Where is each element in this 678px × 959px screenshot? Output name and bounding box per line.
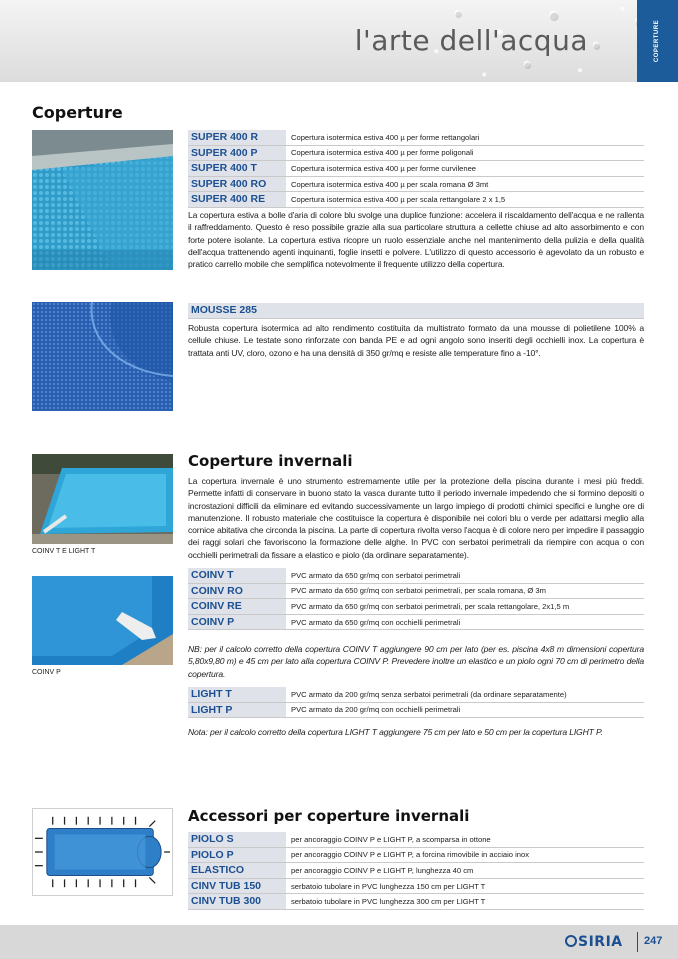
brand-tagline: l'arte dell'acqua [354,24,588,57]
footer-divider [637,932,638,952]
product-code: COINV RO [188,584,286,599]
section-title-coperture: Coperture [32,103,123,122]
photo-caption-coinv-t: COINV T E LIGHT T [32,548,96,555]
winter-cover-photo-p [32,576,173,665]
photo-caption-coinv-p: COINV P [32,669,61,676]
product-description: serbatoio tubolare in PVC lunghezza 150 cm per LIGHT T [291,881,486,891]
section-tab [637,0,678,82]
accessori-product-table [188,832,644,910]
product-description: serbatoio tubolare in PVC lunghezza 300 cm per LIGHT T [291,897,486,907]
product-description: per ancoraggio COINV P e LIGHT P, a scomparsa in ottone [291,834,491,844]
table-row [188,192,644,208]
product-description: PVC armato da 650 gr/mq con occhielli perimetrali [291,617,461,627]
table-row [188,832,644,848]
page-number: 247 [644,935,663,947]
coinv-note: NB: per il calcolo corretto della copertura COINV T aggiungere 90 cm per lato (per es. piscina 4x8 m dimensioni copertura 5,80x9,80 m) e 45 cm per lato alla copertura COINV P. Prevedere inoltre un elastico e un piolo ogni 70 cm di perimetro della copertura. [188,644,644,679]
product-code: SUPER 400 RO [188,177,286,192]
product-description: PVC armato da 650 gr/mq con serbatoi perimetrali [291,570,461,580]
coperture-product-table [188,130,644,208]
product-description: PVC armato da 200 gr/mq con occhielli perimetrali [291,705,461,715]
product-description: Copertura isotermica estiva 400 µ per forme poligonali [291,148,474,158]
product-code: SUPER 400 RE [188,192,286,207]
product-description: PVC armato da 650 gr/mq con serbatoi perimetrali, per scala romana, Ø 3m [291,586,546,596]
product-code: COINV T [188,568,286,583]
product-code: ELASTICO [188,863,286,878]
product-description: per ancoraggio COINV P e LIGHT P, a forcina rimovibile in acciaio inox [291,850,530,860]
section-title-accessori: Accessori per coperture invernali [188,807,470,825]
product-code: LIGHT T [188,687,286,702]
product-code: SUPER 400 P [188,146,286,161]
brand-logo [565,934,623,950]
product-code: COINV RE [188,599,286,614]
light-product-table [188,687,644,718]
summer-cover-photo [32,130,173,270]
table-row [188,161,644,177]
mousse-product-table [188,303,644,319]
anchor-diagram [32,808,173,896]
product-code: MOUSSE 285 [188,303,286,318]
product-code: PIOLO S [188,832,286,847]
light-note: Nota: per il calcolo corretto della copertura LIGHT T aggiungere 75 cm per lato e 50 cm per la copertura LIGHT P. [188,727,603,737]
table-row [188,568,644,584]
mousse-description: Robusta copertura isotermica ad alto rendimento costituita da multistrato formato da una mousse di polietilene 100% a cellule chiuse. Le testate sono rinforzate con banda PE e ad ogni angolo sono inseriti degli occhielli inox. La copertura è trattata anti UV, cloro, ozono e ha una densità di 350 gr/mq e resiste alle temperature fino a -10°. [188,323,644,358]
table-row [188,599,644,615]
table-row [188,848,644,864]
invernali-description: La copertura invernale è uno strumento estremamente utile per la protezione della piscina durante i mesi più freddi. Permette infatti di conservare in buono stato la vasca durante tutto il periodo invernale impedendo che si formino depositi o incrostazioni difficili da eliminare ed evitando successivamente un largo impiego di prodotti chimici specifici e lunghe ore di manutenzione. Il robusto materiale che costituisce la copertura è disponibile nei colori blu o verde per adattarsi meglio alla cornice abitativa che circonda la piscina. La parte di copertura rivolta verso l'acqua è di colore nero per impedire il passaggio dei raggi solari che favoriscono la formazione delle alghe. In PVC con serbatoi perimetrali da riempire con acqua o con occhielli perimetrali da fissare a elastico e piolo (da ordinare separatamente). [188,476,644,560]
table-row [188,177,644,193]
coinv-product-table [188,568,644,630]
product-code: CINV TUB 150 [188,879,286,894]
table-row [188,894,644,910]
page-footer [0,925,678,959]
table-row [188,615,644,631]
brand-name: SIRIA [578,934,623,950]
product-description: Copertura isotermica estiva 400 µ per forme rettangolari [291,132,480,142]
product-code: LIGHT P [188,703,286,718]
product-code: SUPER 400 R [188,130,286,145]
section-title-invernali: Coperture invernali [188,452,353,470]
logo-ring-icon [565,935,577,947]
product-code: PIOLO P [188,848,286,863]
product-description: per ancoraggio COINV P e LIGHT P, lunghezza 40 cm [291,865,474,875]
table-row [188,863,644,879]
table-row [188,303,644,319]
coperture-description: La copertura estiva a bolle d'aria di colore blu svolge una duplice funzione: accelera il riscaldamento dell'acqua e ne rallenta il raffreddamento. Questo è reso possibile grazie alla sua particolare struttura a cellette chiuse ad alto assorbimento e con forte potere isolante. La copertura estiva ricopre un ruolo essenziale anche nel mantenimento della pulizia e della qualità dell'acqua trattenendo agenti inquinanti, foglie insetti e polvere. L'utilizzo di questo accessorio è agevolato da un robusto e pratico carrello mobile che semplifica notevolmente il frequente utilizzo della copertura. [188,210,644,270]
table-row [188,584,644,600]
section-tab-label: COPERTURE [654,19,660,63]
table-row [188,146,644,162]
table-row [188,687,644,703]
table-row [188,879,644,895]
table-row [188,703,644,719]
product-code: SUPER 400 T [188,161,286,176]
product-description: PVC armato da 200 gr/mq senza serbatoi perimetrali (da ordinare separatamente) [291,689,567,699]
product-description: Copertura isotermica estiva 400 µ per scala romana Ø 3mt [291,179,489,189]
product-description: Copertura isotermica estiva 400 µ per scala rettangolare 2 x 1,5 [291,195,506,205]
product-code: CINV TUB 300 [188,894,286,909]
mousse-cover-photo [32,302,173,411]
winter-cover-photo-t [32,454,173,544]
product-code: COINV P [188,615,286,630]
page-header [0,0,678,82]
product-description: PVC armato da 650 gr/mq con serbatoi perimetrali, per scala rettangolare, 2x1,5 m [291,601,570,611]
table-row [188,130,644,146]
product-description: Copertura isotermica estiva 400 µ per forme curvilenee [291,163,477,173]
